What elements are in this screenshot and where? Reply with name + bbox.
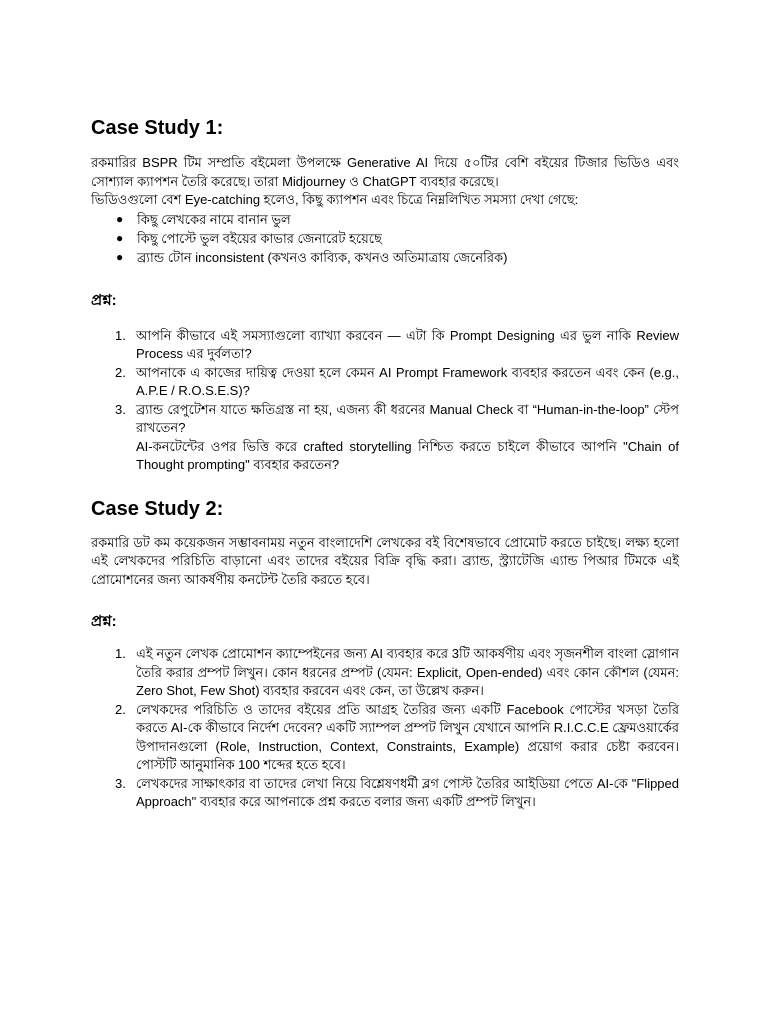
problem-item-text: কিছু পোস্টে ভুল বইয়ের কাভার জেনারেট হয়েছে xyxy=(137,230,382,246)
bullet-icon: ● xyxy=(116,249,124,264)
case-study-1-question-heading: প্রশ্ন: xyxy=(91,291,117,309)
question-item xyxy=(91,775,679,812)
question-text: ব্র্যান্ড রেপুটেশন যাতে ক্ষতিগ্রস্ত না হয়, এজন্য কী ধরনের Manual Check বা “Human-in-the-loop” স্টেপ রাখতেন? xyxy=(136,401,679,435)
problem-list xyxy=(91,210,679,267)
question-number: 2. xyxy=(115,364,126,380)
problem-item xyxy=(116,229,679,248)
bullet-icon: ● xyxy=(116,211,124,226)
question-number: 1. xyxy=(115,646,126,661)
question-item xyxy=(91,645,679,701)
question-number: 3. xyxy=(115,401,126,417)
question-text: লেখকদের সাক্ষাৎকার বা তাদের লেখা নিয়ে বিশ্লেষণধর্মী ব্লগ পোস্ট তৈরির আইডিয়া পেতে AI-কে "Flipped Approach" ব্যবহার করে আপনাকে প্রশ্ন করতে বলার জন্য একটি প্রম্পট লিখুন। xyxy=(136,775,679,809)
question-item xyxy=(91,701,679,775)
problem-item xyxy=(116,248,679,267)
question-text: আপনি কীভাবে এই সমস্যাগুলো ব্যাখ্যা করবেন — এটা কি Prompt Designing এর ভুল নাকি Review Process এর দুর্বলতা? xyxy=(136,327,679,361)
question-text: আপনাকে এ কাজের দায়িত্ব দেওয়া হলে কেমন AI Prompt Framework ব্যবহার করতেন এবং কেন (e.g., A.P.E / R.O.S.E.S)? xyxy=(136,364,679,398)
bullet-icon: ● xyxy=(116,230,124,245)
question-number: 2. xyxy=(115,701,126,717)
problem-item xyxy=(116,210,679,229)
question-text: লেখকদের পরিচিতি ও তাদের বইয়ের প্রতি আগ্রহ তৈরির জন্য একটি Facebook পোস্টের খসড়া তৈরি করতে AI-কে কীভাবে নির্দেশ দেবেন? একটি স্যাম্পল প্রম্পট লিখুন যেখানে আপনি R.I.C.C.E ফ্রেমওয়ার্কের উপাদানগুলো (Role, Instruction, Context, Constraints, Example) প্রয়োগ করার চেষ্টা করবেন। পোস্টটি আনুমানিক 100 শব্দের হতে হবে। xyxy=(136,701,679,772)
document-content xyxy=(91,116,679,812)
case-study-2-question-heading: প্রশ্ন: xyxy=(91,613,117,630)
case-study-1-questions xyxy=(91,327,679,475)
case-study-1-intro-2: ভিডিওগুলো বেশ Eye-catching হলেও, কিছু ক্যাপশন এবং চিত্রে নিম্নলিখিত সমস্যা দেখা গেছে: xyxy=(91,192,579,207)
question-number: 3. xyxy=(115,775,126,791)
case-study-1-intro: রকমারির BSPR টিম সম্প্রতি বইমেলা উপলক্ষে Generative AI দিয়ে ৫০টির বেশি বইয়ের টিজার ভিডিও এবং সোশ্যাল ক্যাপশন তৈরি করেছে। তারা Midjourney ও ChatGPT ব্যবহার করেছে। xyxy=(91,155,679,189)
question-item xyxy=(91,327,679,364)
case-study-2-intro: রকমারি ডট কম কয়েকজন সম্ভাবনাময় নতুন বাংলাদেশি লেখকের বই বিশেষভাবে প্রোমোট করতে চাইছে। লক্ষ্য হলো এই লেখকদের পরিচিতি বাড়ানো এবং তাদের বইয়ের বিক্রি বৃদ্ধি করা। ব্র্যান্ড, স্ট্র্যাটেজি এ্যান্ড পিআর টিমকে এই প্রোমোশনের জন্য আকর্ষণীয় কনটেন্ট তৈরি করতে হবে। xyxy=(91,534,679,587)
question-item xyxy=(91,401,679,475)
problem-item-text: ব্র্যান্ড টোন inconsistent (কখনও কাব্যিক, কখনও অতিমাত্রায় জেনেরিক) xyxy=(137,249,508,265)
case-study-2 xyxy=(91,497,679,812)
case-study-1-title: Case Study 1: xyxy=(91,117,224,139)
question-item xyxy=(91,364,679,401)
case-study-2-questions xyxy=(91,645,679,812)
question-text: এই নতুন লেখক প্রোমোশন ক্যাম্পেইনের জন্য AI ব্যবহার করে 3টি আকর্ষণীয় এবং সৃজনশীল বাংলা স্লোগান তৈরি করার প্রম্পট লিখুন। কোন ধরনের প্রম্পট (যেমন: Explicit, Open-ended) এবং কোন কৌশল (যেমন: Zero Shot, Few Shot) ব্যবহার করবেন এবং কেন, তা উল্লেখ করুন। xyxy=(136,646,679,698)
question-followup-text: AI-কনটেন্টের ওপর ভিত্তি করে crafted storytelling নিশ্চিত করতে চাইলে কীভাবে আপনি "Chain of Thought prompting" ব্যবহার করতেন? xyxy=(136,438,679,472)
question-number: 1. xyxy=(115,327,126,343)
problem-item-text: কিছু লেখকের নামে বানান ভুল xyxy=(137,211,291,227)
case-study-1 xyxy=(91,116,679,475)
case-study-2-title: Case Study 2: xyxy=(91,497,224,520)
